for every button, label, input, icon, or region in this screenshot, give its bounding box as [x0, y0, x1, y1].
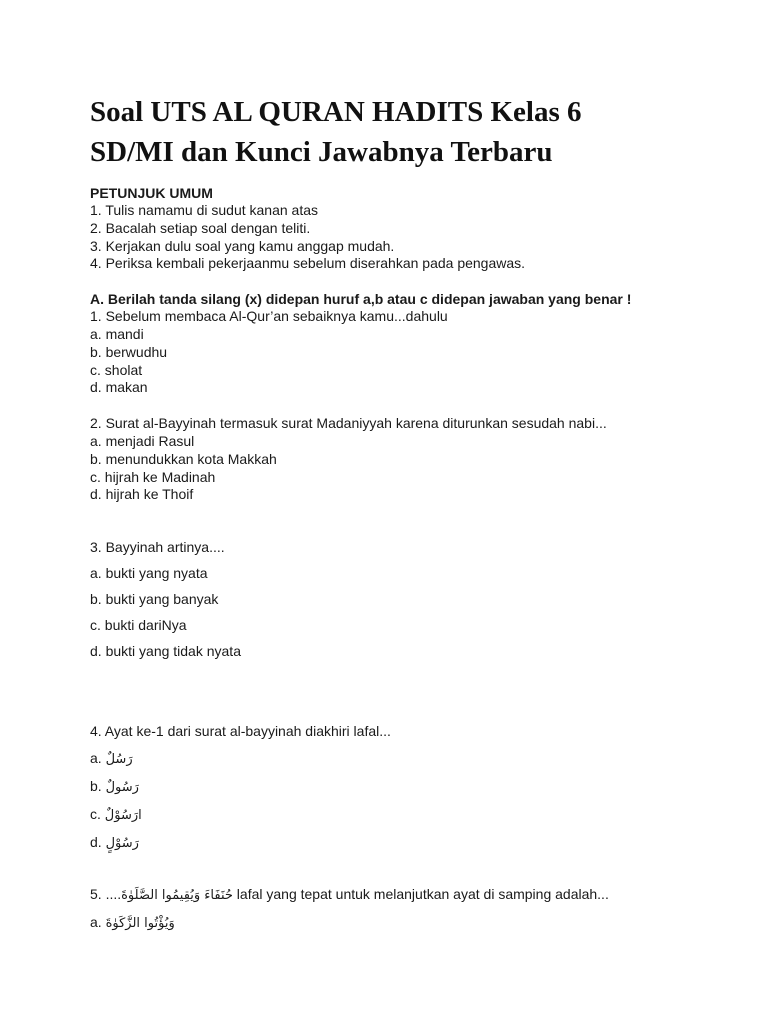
answer-option: a. menjadi Rasul	[90, 432, 195, 449]
question-5	[90, 881, 730, 937]
answer-option: d. makan	[90, 379, 148, 396]
instruction-item: 4. Periksa kembali pekerjaanmu sebelum diserahkan pada pengawas.	[90, 255, 526, 272]
answer-option	[90, 801, 730, 829]
answer-option	[90, 773, 730, 801]
question-text: 2. Surat al-Bayyinah termasuk surat Madaniyyah karena diturunkan sesudah nabi...	[90, 415, 607, 432]
title-line-2: SD/MI dan Kunci Jawabnya Terbaru	[90, 136, 553, 168]
instructions-heading: PETUNJUK UMUM	[90, 185, 213, 201]
question-text: 1. Sebelum membaca Al-Qur’an sebaiknya kamu...dahulu	[90, 308, 448, 325]
answer-option: a. bukti yang nyata	[90, 565, 208, 582]
option-letter: c.	[90, 806, 105, 823]
arabic-text: رَسُلٌ	[105, 752, 133, 768]
option-letter: d.	[90, 834, 106, 851]
answer-option: c. hijrah ke Madinah	[90, 468, 216, 485]
section-a	[90, 290, 730, 937]
question-3	[90, 534, 730, 664]
answer-option	[90, 829, 730, 857]
instruction-item: 1. Tulis namamu di sudut kanan atas	[90, 202, 319, 218]
answer-option: a. mandi	[90, 325, 144, 342]
answer-option	[90, 745, 730, 773]
arabic-text: رَسُوْلٍ	[105, 836, 139, 852]
question-2	[90, 415, 730, 504]
document-title	[90, 92, 730, 172]
answer-option: d. hijrah ke Thoif	[90, 486, 194, 503]
answer-option: b. menundukkan kota Makkah	[90, 450, 277, 467]
option-letter: a.	[90, 750, 106, 767]
answer-option	[90, 909, 730, 937]
question-text: 4. Ayat ke-1 dari surat al-bayyinah diakhiri lafal...	[90, 723, 391, 740]
instructions-block	[90, 184, 730, 273]
answer-option: d. bukti yang tidak nyata	[90, 643, 241, 660]
question-number: 5. ....	[90, 886, 122, 903]
arabic-text: ارَسُوْلٌ	[104, 808, 142, 824]
document-page	[90, 92, 730, 937]
arabic-text: حُنَفَاءَ وَيُقِيمُوا الصَّلَوٰةَ	[121, 888, 233, 904]
section-a-heading: A. Berilah tanda silang (x) didepan huruf a,b atau c didepan jawaban yang benar !	[90, 291, 632, 308]
instruction-item: 2. Bacalah setiap soal dengan teliti.	[90, 219, 311, 236]
option-letter: a.	[90, 914, 106, 931]
question-suffix: lafal yang tepat untuk melanjutkan ayat di samping adalah...	[232, 886, 609, 903]
arabic-text: وَيُؤْتُوا الزَّكَوٰةَ	[105, 916, 175, 932]
answer-option: c. bukti dariNya	[90, 617, 187, 634]
arabic-text: رَسُولٌ	[105, 780, 139, 796]
answer-option: b. berwudhu	[90, 343, 168, 360]
answer-option: b. bukti yang banyak	[90, 591, 219, 608]
title-line-1: Soal UTS AL QURAN HADITS Kelas 6	[90, 96, 582, 128]
instruction-item: 3. Kerjakan dulu soal yang kamu anggap mudah.	[90, 237, 395, 254]
question-text	[90, 881, 730, 909]
answer-option: c. sholat	[90, 361, 143, 378]
question-text: 3. Bayyinah artinya....	[90, 539, 225, 556]
option-letter: b.	[90, 778, 106, 795]
question-1	[90, 308, 730, 397]
question-4	[90, 718, 730, 857]
